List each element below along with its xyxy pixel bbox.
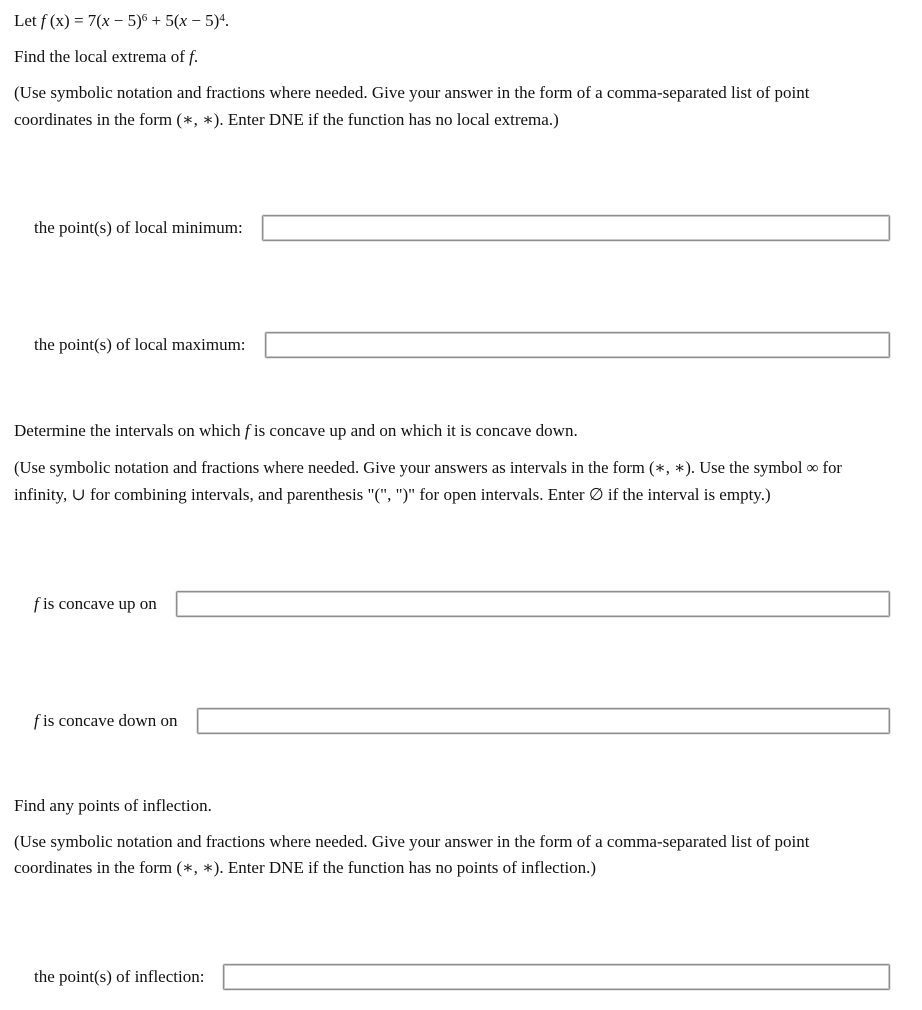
- concave-down-input[interactable]: [197, 708, 890, 734]
- inflection-label: the point(s) of inflection:: [34, 967, 205, 986]
- part3-prompt: Find any points of inflection.: [14, 796, 212, 815]
- term2-var: x: [179, 11, 188, 30]
- concave-down-text: is concave down on: [38, 711, 178, 730]
- part2-prompt-prefix: Determine the intervals on which: [14, 421, 245, 440]
- inflection-row: [34, 962, 890, 992]
- part1-prompt-suffix: .: [193, 47, 199, 66]
- concave-up-var: f: [34, 594, 39, 613]
- part1-prompt-var: f: [189, 47, 194, 66]
- concave-down-label: [34, 711, 178, 731]
- inflection-input[interactable]: [223, 964, 890, 990]
- part1-instructions-line2: coordinates in the form (∗, ∗). Enter DNE if the function has no local extrema.): [14, 110, 559, 129]
- part1-instructions-line1: (Use symbolic notation and fractions where needed. Give your answer in the form of a comma-separated list of point: [14, 83, 810, 102]
- problem-statement: [14, 11, 229, 31]
- local-maximum-row: [34, 330, 890, 360]
- local-minimum-input[interactable]: [262, 215, 890, 241]
- local-minimum-label: the point(s) of local minimum:: [34, 218, 243, 237]
- part3-instructions-line1: (Use symbolic notation and fractions where needed. Give your answer in the form of a comma-separated list of point: [14, 832, 810, 851]
- part2-instructions-line2: infinity, ∪ for combining intervals, and parenthesis "(", ")" for open intervals. Enter ∅ if the interval is empty.): [14, 485, 771, 504]
- function-arg: (x) = 7(: [45, 11, 102, 30]
- concave-up-label: [34, 594, 157, 614]
- mid-term: + 5(: [147, 11, 180, 30]
- statement-end: .: [224, 11, 230, 30]
- term1-exponent: 6: [141, 12, 148, 24]
- local-maximum-input[interactable]: [265, 332, 890, 358]
- concave-up-row: [34, 589, 890, 619]
- local-maximum-label: the point(s) of local maximum:: [34, 335, 246, 354]
- part2-prompt-suffix: is concave up and on which it is concave down.: [249, 421, 578, 440]
- term1-var: x: [101, 11, 110, 30]
- part2-prompt-var: f: [244, 421, 250, 440]
- part2-instructions-line1: (Use symbolic notation and fractions where needed. Give your answers as intervals in the form (∗, ∗). Use the symbol ∞ for: [14, 458, 842, 477]
- concave-up-input[interactable]: [176, 591, 890, 617]
- term1-rest: − 5): [109, 11, 142, 30]
- local-minimum-row: [34, 213, 890, 243]
- concave-up-text: is concave up on: [38, 594, 157, 613]
- part2-prompt: [14, 421, 578, 441]
- term2-rest: − 5): [187, 11, 220, 30]
- function-name: f: [40, 11, 46, 30]
- concave-down-row: [34, 706, 890, 736]
- concave-down-var: f: [34, 711, 39, 730]
- part3-instructions-line2: coordinates in the form (∗, ∗). Enter DNE if the function has no points of inflection.): [14, 858, 597, 877]
- part1-prompt-prefix: Find the local extrema of: [14, 47, 190, 66]
- term2-exponent: 4: [219, 12, 225, 24]
- part1-prompt: [14, 47, 198, 67]
- intro-prefix: Let: [14, 11, 41, 30]
